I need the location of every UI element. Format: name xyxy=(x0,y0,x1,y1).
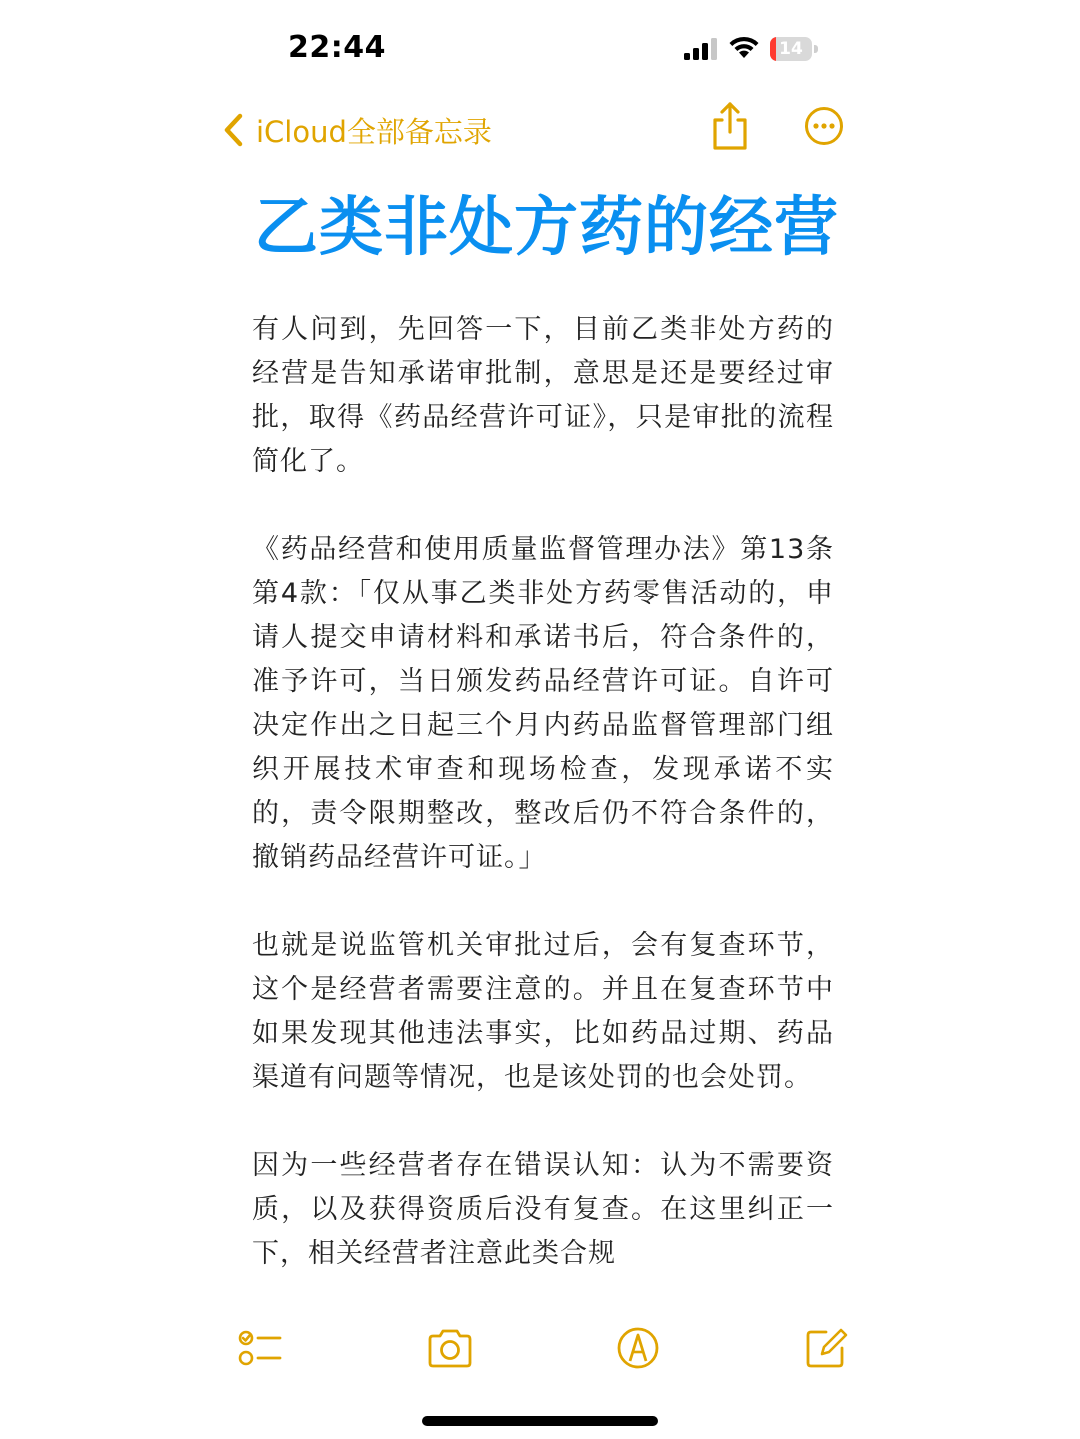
note-paragraph[interactable]: 也就是说监管机关审批过后，会有复查环节，这个是经营者需要注意的。并且在复查环节中如果发现其他违法事实，比如药品过期、药品渠道有问题等情况，也是该处罚的也会处罚。 xyxy=(252,930,834,1093)
note-title[interactable]: 乙类非处方药的经营 xyxy=(254,191,839,265)
note-body[interactable] xyxy=(252,308,834,1296)
nav-bar xyxy=(0,100,1080,160)
chevron-left-icon xyxy=(220,110,246,150)
status-bar xyxy=(0,0,1080,100)
home-indicator xyxy=(422,1416,658,1426)
bottom-toolbar xyxy=(0,1310,1080,1390)
markup-pen-icon[interactable] xyxy=(614,1324,662,1372)
back-button[interactable] xyxy=(220,108,492,152)
battery-cap xyxy=(814,45,818,53)
battery-icon xyxy=(770,37,818,61)
compose-icon[interactable] xyxy=(802,1324,850,1372)
note-paragraph[interactable]: 有人问到，先回答一下，目前乙类非处方药的经营是告知承诺审批制，意思是还是要经过审批，取得《药品经营许可证》，只是审批的流程简化了。 xyxy=(252,314,834,477)
back-label: iCloud全部备忘录 xyxy=(256,114,492,149)
note-paragraph[interactable]: 因为一些经营者存在错误认知：认为不需要资质，以及获得资质后没有复查。在这里纠正一下，相关经营者注意此类合规 xyxy=(252,1150,834,1269)
status-time: 22:44 xyxy=(288,30,386,65)
note-paragraph[interactable]: 《药品经营和使用质量监督管理办法》第13条第4款：「仅从事乙类非处方药零售活动的，申请人提交申请材料和承诺书后，符合条件的，准予许可，当日颁发药品经营许可证。自许可决定作出之日起三个月内药品监督管理部门组织开展技术审查和现场检查，发现承诺不实的，责令限期整改，整改后仍不符合条件的，撤销药品经营许可证。」 xyxy=(252,534,834,873)
ellipsis-circle-icon[interactable] xyxy=(804,106,844,146)
checklist-icon[interactable] xyxy=(236,1324,284,1372)
wifi-icon xyxy=(728,36,760,60)
battery-body xyxy=(770,37,812,61)
battery-percent: 14 xyxy=(779,39,803,59)
cellular-signal-icon xyxy=(684,38,718,60)
camera-icon[interactable] xyxy=(426,1324,474,1372)
share-icon[interactable] xyxy=(710,100,750,152)
